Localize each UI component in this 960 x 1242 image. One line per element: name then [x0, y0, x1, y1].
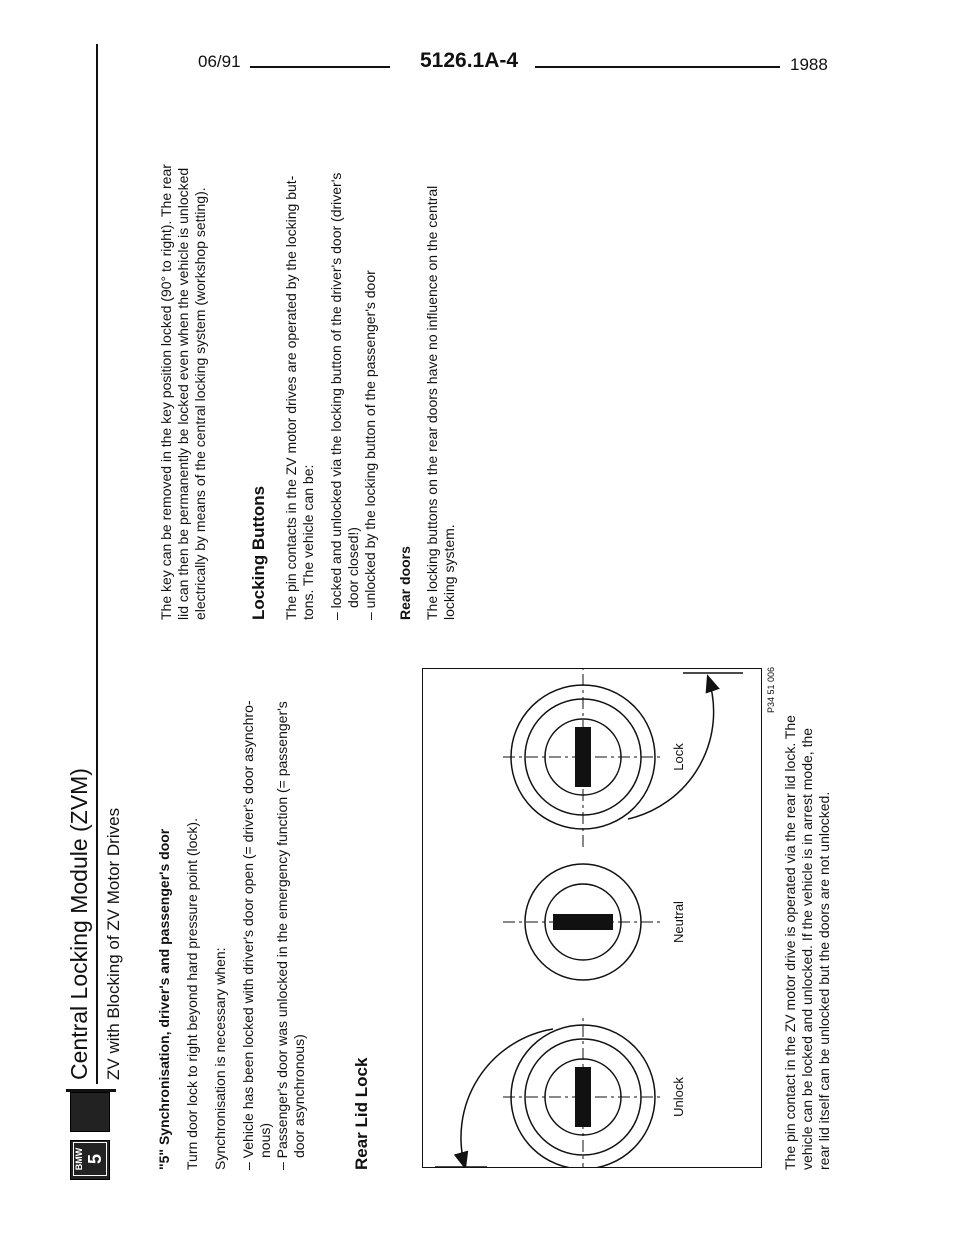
sync-bullet-2-line-1: – Passenger's door was unlocked in the emergency function (= passenger's [274, 701, 290, 1170]
logo-box [70, 1092, 110, 1132]
lock-position-symbol [503, 669, 743, 847]
locking-buttons-line-2: tons. The vehicle can be: [300, 464, 316, 620]
rear-lid-heading: Rear Lid Lock [352, 1057, 371, 1170]
unlock-position-symbol [435, 1017, 663, 1167]
locking-buttons-line-1: The pin contacts in the ZV motor drives are operated by the locking but- [283, 175, 299, 620]
title-rule [96, 44, 98, 1084]
sync-bullet-1-line-2: nous) [257, 1122, 273, 1158]
sync-bullet-2-line-2: door asynchronous) [291, 1034, 307, 1158]
logo-badge [70, 1140, 110, 1180]
key-line-1: The key can be removed in the key position locked (90° to right). The rear [158, 164, 174, 620]
title-divider [66, 1089, 116, 1092]
sync-paragraph-1: Turn door lock to right beyond hard pressure point (lock). [184, 818, 200, 1170]
locking-bullet-2: – unlocked by the locking button of the passenger's door [362, 270, 378, 620]
sync-section [156, 610, 308, 1170]
lock-positions-figure [422, 668, 762, 1168]
header-page-code: 5126.1A-4 [420, 49, 519, 72]
header-date: 06/91 [198, 52, 241, 71]
key-line-2: lid can then be permanently be locked even when the vehicle is unlocked [175, 167, 191, 620]
label-unlock: Unlock [671, 1077, 686, 1117]
key-line-3: electrically by means of the central locking system (workshop setting). [192, 187, 208, 620]
rear-lid-line-1: The pin contact in the ZV motor drive is operated via the rear lid lock. The [782, 715, 798, 1170]
rotated-page-body [66, 50, 890, 1180]
rear-doors-line-1: The locking buttons on the rear doors have no influence on the central [424, 185, 440, 620]
rear-lid-line-2: vehicle can be locked and unlocked. If the vehicle is in arrest mode, the [799, 727, 815, 1170]
bmw-logo [70, 1092, 110, 1180]
locking-buttons-heading: Locking Buttons [249, 485, 268, 620]
logo-series-number: 5 [85, 1154, 105, 1165]
neutral-position-symbol [503, 864, 663, 980]
sync-heading: "5" Synchronisation, driver's and passenger's door [156, 828, 172, 1170]
rear-doors-line-2: locking system. [441, 524, 457, 620]
rear-doors-heading: Rear doors [397, 546, 413, 620]
lock-diagram [423, 669, 761, 1167]
sync-bullet-1-line-1: – Vehicle has been locked with driver's door open (= driver's door asynchro- [240, 700, 256, 1170]
figure-id: P34 51 006 [766, 666, 776, 713]
right-column [158, 50, 458, 620]
header-year: 1988 [790, 55, 828, 74]
rear-lid-paragraph [782, 610, 833, 1170]
logo-brand-text: BMW [74, 1147, 84, 1171]
page-title: Central Locking Module (ZVM) [66, 768, 92, 1080]
sync-paragraph-2: Synchronisation is necessary when: [212, 947, 228, 1170]
page-subtitle: ZV with Blocking of ZV Motor Drives [104, 807, 123, 1080]
locking-bullet-1-line-2: door closed!) [345, 527, 361, 608]
rear-lid-line-3: rear lid itself can be unlocked but the doors are not unlocked. [816, 791, 832, 1170]
label-lock: Lock [671, 743, 686, 771]
label-neutral: Neutral [671, 901, 686, 943]
locking-bullet-1-line-1: – locked and unlocked via the locking button of the driver's door (driver's [328, 172, 344, 620]
